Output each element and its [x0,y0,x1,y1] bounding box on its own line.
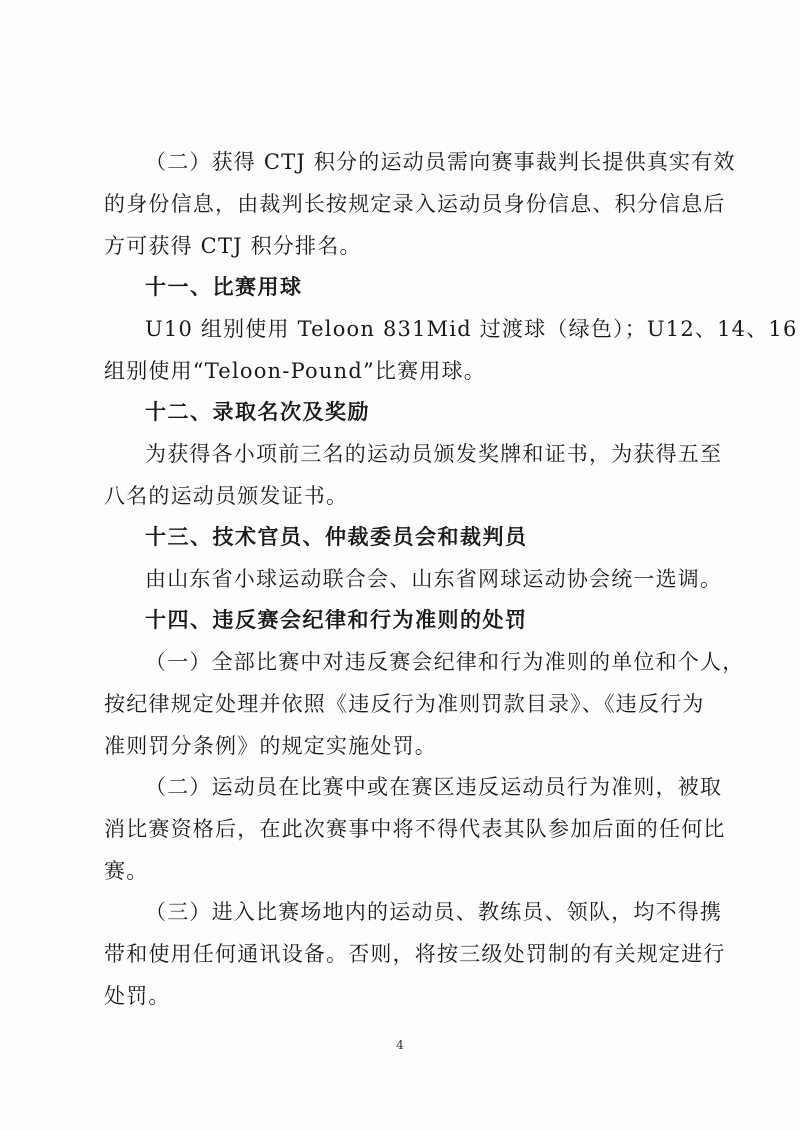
section-heading-awards: 十二、录取名次及奖励 [145,400,370,424]
page-number: 4 [396,1038,404,1052]
section-heading-ball: 十一、比赛用球 [145,275,303,299]
paragraph-line: 赛。 [104,859,149,883]
paragraph-line: 方可获得 CTJ 积分排名。 [104,234,362,258]
paragraph-line: （一）全部比赛中对违反赛会纪律和行为准则的单位和个人， [145,650,745,674]
section-heading-officials: 十三、技术官员、仲裁委员会和裁判员 [145,525,528,549]
paragraph-line: 带和使用任何通讯设备。否则，将按三级处罚制的有关规定进行 [104,942,726,966]
paragraph-line: （二）获得 CTJ 积分的运动员需向赛事裁判长提供真实有效 [145,150,736,174]
paragraph-line: （三）进入比赛场地内的运动员、教练员、领队，均不得携 [145,900,723,924]
paragraph-line: 消比赛资格后，在此次赛事中将不得代表其队参加后面的任何比 [104,817,726,841]
paragraph-line: 八名的运动员颁发证书。 [104,484,349,508]
paragraph-line: 为获得各小项前三名的运动员颁发奖牌和证书，为获得五至 [145,442,723,466]
paragraph-line: 准则罚分条例》的规定实施处罚。 [104,734,437,758]
paragraph-line: （二）运动员在比赛中或在赛区违反运动员行为准则，被取 [145,775,723,799]
paragraph-line: 组别使用“Teloon-Pound”比赛用球。 [104,359,486,383]
paragraph-line: 的身份信息，由裁判长按规定录入运动员身份信息、积分信息后 [104,192,726,216]
paragraph-line: 处罚。 [104,984,171,1008]
paragraph-line: U10 组别使用 Teloon 831Mid 过渡球（绿色）；U12、14、16 [145,317,798,341]
section-heading-penalties: 十四、违反赛会纪律和行为准则的处罚 [145,608,528,632]
paragraph-line: 按纪律规定处理并依照《违反行为准则罚款目录》、《违反行为 [104,692,705,716]
paragraph-line: 由山东省小球运动联合会、山东省网球运动协会统一选调。 [145,567,723,591]
